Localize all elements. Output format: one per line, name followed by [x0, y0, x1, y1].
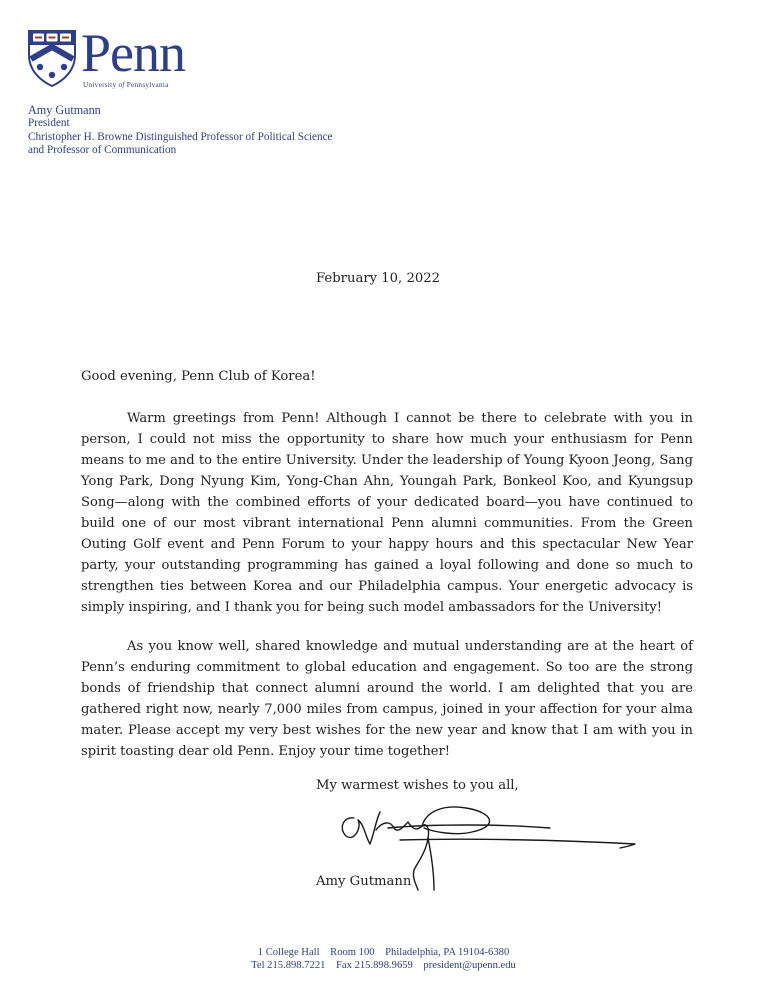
closing-line: My warmest wishes to you all, [316, 778, 519, 793]
sender-block [28, 104, 333, 158]
penn-wordmark: Penn [81, 23, 185, 83]
letter-date: February 10, 2022 [316, 271, 441, 286]
sender-professorship: Christopher H. Browne Distinguished Professor of Political Science [28, 130, 333, 143]
footer-contact: Tel 215.898.7221 Fax 215.898.9659 president@upenn.edu [251, 960, 516, 971]
body-paragraph-2: As you know well, shared knowledge and mutual understanding are at the heart of Penn’s enduring commitment to global education and engagement. So too are the strong bonds of friendship that connect alumni around the world. I am delighted that you are gathered right now, nearly 7,000 miles from campus, joined in your affection for your alma mater. Please accept my very best wishes for the new year and know that I am with you in spirit toasting dear old Penn. Enjoy your time together! [81, 639, 693, 759]
sender-name: Amy Gutmann [28, 103, 101, 117]
body-paragraph-1: Warm greetings from Penn! Although I cannot be there to celebrate with you in person, I could not miss the opportunity to share how much your enthusiasm for Penn means to me and to the entire University. Under the leadership of Young Kyoon Jeong, Sang Yong Park, Dong Nyung Kim, Yong-Chan Ahn, Youngah Park, Bonkeol Koo, and Kyungsup Song—along with the combined efforts of your dedicated board—you have continued to build one of our most vibrant international Penn alumni communities. From the Green Outing Golf event and Penn Forum to your happy hours and this spectacular New Year party, your outstanding programming has gained a loyal following and done so much to strengthen ties between Korea and our Philadelphia campus. Your energetic advocacy is simply inspiring, and I thank you for being such model ambassadors for the University! [81, 411, 693, 615]
penn-shield-icon [27, 29, 77, 87]
signer-name: Amy Gutmann [316, 874, 412, 889]
greeting: Good evening, Penn Club of Korea! [81, 369, 316, 384]
sender-professorship-cont: and Professor of Communication [28, 144, 177, 157]
footer-address: 1 College Hall Room 100 Philadelphia, PA 19104-6380 [257, 947, 510, 958]
university-name: University of Pennsylvania [83, 81, 169, 89]
letterhead-footer [0, 946, 767, 972]
sender-title: President [28, 117, 70, 130]
penn-logo [27, 23, 203, 89]
